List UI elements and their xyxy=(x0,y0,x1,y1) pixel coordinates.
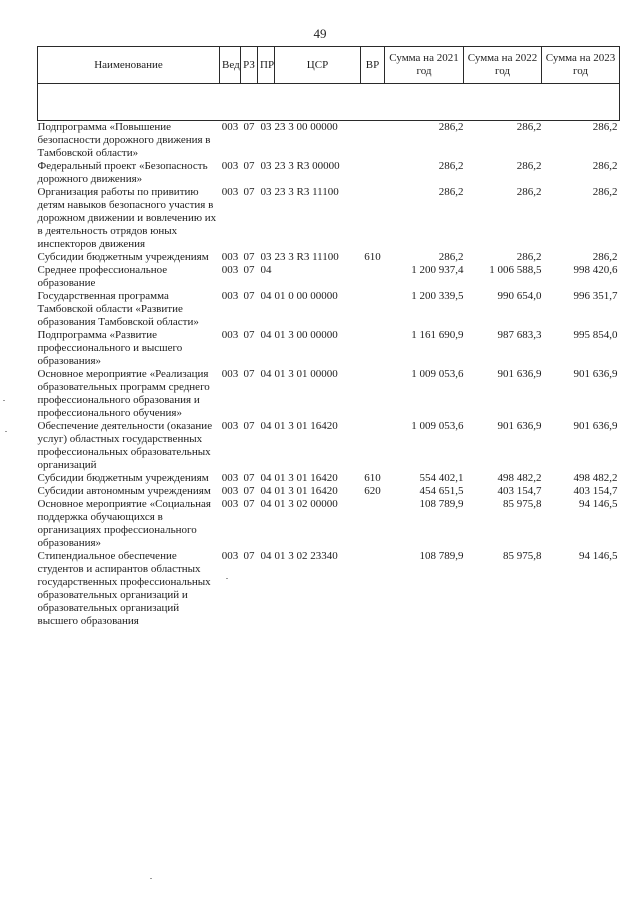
row-pr: 03 xyxy=(260,160,272,172)
row-sum-2021: 286,2 xyxy=(438,160,464,172)
row-csr: 01 0 00 00000 xyxy=(274,290,338,302)
row-sum-2021: 286,2 xyxy=(438,186,464,198)
row-csr: 01 3 00 00000 xyxy=(274,329,338,341)
row-pr: 04 xyxy=(260,329,272,341)
row-sum-2021: 1 009 053,6 xyxy=(411,368,464,380)
row-name: Среднее профессиональное образование xyxy=(37,264,168,289)
row-sum-2022: 403 154,7 xyxy=(497,485,542,497)
row-ved: 003 xyxy=(221,550,239,562)
row-rz: 07 xyxy=(243,368,255,380)
row-ved: 003 xyxy=(221,121,239,133)
col-header-csr: ЦСР xyxy=(275,47,361,84)
row-sum-2022: 286,2 xyxy=(516,186,542,198)
row-rz: 07 xyxy=(243,121,255,133)
row-name: Федеральный проект «Безопасность дорожного движения» xyxy=(37,160,208,185)
row-pr: 03 xyxy=(260,186,272,198)
table-row xyxy=(38,186,620,251)
row-csr: 01 3 01 00000 xyxy=(274,368,338,380)
row-vr: 610 xyxy=(364,251,381,263)
row-ved: 003 xyxy=(221,264,239,276)
col-header-name: Наименование xyxy=(38,47,220,84)
row-name: Организация работы по привитию детям навыков безопасного участия в дорожном движении и вовлечению их в деятельность отрядов юных инспекторов движения xyxy=(37,186,217,250)
row-rz: 07 xyxy=(243,251,255,263)
table-row xyxy=(38,264,620,290)
row-ved: 003 xyxy=(221,368,239,380)
row-pr: 04 xyxy=(260,420,272,432)
col-header-sum-2023: Сумма на 2023 год xyxy=(542,47,620,84)
row-sum-2023: 286,2 xyxy=(592,251,618,263)
row-ved: 003 xyxy=(221,420,239,432)
row-sum-2022: 286,2 xyxy=(516,160,542,172)
row-csr: 23 3 R3 00000 xyxy=(274,160,340,172)
row-vr xyxy=(361,186,385,251)
row-sum-2021: 454 651,5 xyxy=(419,485,464,497)
row-vr xyxy=(361,290,385,329)
row-name: Государственная программа Тамбовской области «Развитие образования Тамбовской области» xyxy=(37,290,199,328)
row-sum-2022: 85 975,8 xyxy=(503,550,542,562)
row-vr xyxy=(361,121,385,161)
table-row xyxy=(38,251,620,264)
row-pr: 04 xyxy=(260,485,272,497)
row-name: Субсидии бюджетным учреждениям xyxy=(37,472,209,484)
row-vr: 620 xyxy=(364,485,381,497)
row-sum-2023: 498 482,2 xyxy=(573,472,618,484)
row-vr xyxy=(361,550,385,628)
row-sum-2023: 901 636,9 xyxy=(573,420,618,432)
table-row xyxy=(38,485,620,498)
table-header-row xyxy=(38,47,620,84)
row-sum-2021: 286,2 xyxy=(438,251,464,263)
row-rz: 07 xyxy=(243,420,255,432)
row-sum-2023: 286,2 xyxy=(592,121,618,133)
table-row xyxy=(38,550,620,628)
col-header-ved: Вед xyxy=(220,47,241,84)
row-ved: 003 xyxy=(221,160,239,172)
row-name: Подпрограмма «Повышение безопасности дорожного движения в Тамбовской области» xyxy=(37,121,211,159)
row-csr: 01 3 01 16420 xyxy=(274,485,338,497)
row-csr: 01 3 02 23340 xyxy=(274,550,338,562)
row-rz: 07 xyxy=(243,550,255,562)
col-header-vr: ВР xyxy=(361,47,385,84)
table-body xyxy=(38,121,620,629)
row-sum-2023: 286,2 xyxy=(592,160,618,172)
row-rz: 07 xyxy=(243,498,255,510)
row-pr: 04 xyxy=(260,368,272,380)
row-sum-2023: 998 420,6 xyxy=(573,264,618,276)
col-header-pr: ПР xyxy=(258,47,275,84)
row-ved: 003 xyxy=(221,290,239,302)
row-name: Субсидии автономным учреждениям xyxy=(37,485,211,497)
row-vr xyxy=(361,420,385,472)
table-row xyxy=(38,472,620,485)
row-pr: 04 xyxy=(260,472,272,484)
row-ved: 003 xyxy=(221,498,239,510)
table-row xyxy=(38,368,620,420)
row-csr: 01 3 01 16420 xyxy=(274,420,338,432)
row-sum-2022: 498 482,2 xyxy=(497,472,542,484)
row-vr xyxy=(361,160,385,186)
table-row xyxy=(38,329,620,368)
row-ved: 003 xyxy=(221,251,239,263)
row-vr xyxy=(361,368,385,420)
row-sum-2023: 901 636,9 xyxy=(573,368,618,380)
row-pr: 03 xyxy=(260,251,272,263)
table-row xyxy=(38,420,620,472)
row-sum-2023: 995 854,0 xyxy=(573,329,618,341)
row-sum-2022: 990 654,0 xyxy=(497,290,542,302)
row-name: Стипендиальное обеспечение студентов и аспирантов областных государственных профессиональных образовательных организаций и образовательных организаций высшего образования xyxy=(37,550,211,627)
row-rz: 07 xyxy=(243,264,255,276)
row-name: Обеспечение деятельности (оказание услуг) областных государственных профессиональных образовательных организаций xyxy=(37,420,213,471)
row-vr xyxy=(361,498,385,550)
row-sum-2023: 403 154,7 xyxy=(573,485,618,497)
row-sum-2021: 108 789,9 xyxy=(419,498,464,510)
row-csr: 01 3 01 16420 xyxy=(274,472,338,484)
row-name: Субсидии бюджетным учреждениям xyxy=(37,251,209,263)
col-header-sum-2021: Сумма на 2021 год xyxy=(385,47,464,84)
row-pr: 04 xyxy=(260,498,272,510)
row-rz: 07 xyxy=(243,485,255,497)
row-sum-2022: 85 975,8 xyxy=(503,498,542,510)
row-sum-2021: 286,2 xyxy=(438,121,464,133)
row-rz: 07 xyxy=(243,329,255,341)
row-sum-2021: 1 200 937,4 xyxy=(411,264,464,276)
page-number: 49 xyxy=(313,26,327,41)
row-ved: 003 xyxy=(221,329,239,341)
row-ved: 003 xyxy=(221,186,239,198)
row-csr: 01 3 02 00000 xyxy=(274,498,338,510)
row-pr: 04 xyxy=(260,550,272,562)
row-sum-2021: 554 402,1 xyxy=(419,472,464,484)
row-rz: 07 xyxy=(243,290,255,302)
row-sum-2022: 286,2 xyxy=(516,251,542,263)
row-name: Подпрограмма «Развитие профессионального и высшего образования» xyxy=(37,329,183,367)
row-name: Основное мероприятие «Реализация образовательных программ среднего профессионального образования и профессионального обучения» xyxy=(37,368,210,419)
row-csr: 23 3 00 00000 xyxy=(274,121,338,133)
row-ved: 003 xyxy=(221,472,239,484)
row-vr: 610 xyxy=(364,472,381,484)
row-sum-2023: 996 351,7 xyxy=(573,290,618,302)
row-sum-2023: 94 146,5 xyxy=(579,498,618,510)
table-row xyxy=(38,160,620,186)
row-vr xyxy=(361,329,385,368)
row-pr: 04 xyxy=(260,290,272,302)
row-sum-2021: 1 200 339,5 xyxy=(411,290,464,302)
row-sum-2021: 108 789,9 xyxy=(419,550,464,562)
row-sum-2021: 1 161 690,9 xyxy=(411,329,464,341)
row-sum-2023: 286,2 xyxy=(592,186,618,198)
row-sum-2021: 1 009 053,6 xyxy=(411,420,464,432)
row-vr xyxy=(361,264,385,290)
row-pr: 03 xyxy=(260,121,272,133)
col-header-rz: РЗ xyxy=(241,47,258,84)
col-header-sum-2022: Сумма на 2022 год xyxy=(464,47,542,84)
row-rz: 07 xyxy=(243,186,255,198)
row-csr: 23 3 R3 11100 xyxy=(274,186,339,198)
row-ved: 003 xyxy=(221,485,239,497)
row-csr: 23 3 R3 11100 xyxy=(274,251,339,263)
row-sum-2022: 901 636,9 xyxy=(497,420,542,432)
row-sum-2022: 901 636,9 xyxy=(497,368,542,380)
row-rz: 07 xyxy=(243,472,255,484)
row-rz: 07 xyxy=(243,160,255,172)
row-pr: 04 xyxy=(260,264,272,276)
table-row xyxy=(38,498,620,550)
table-row xyxy=(38,290,620,329)
row-name: Основное мероприятие «Социальная поддержка обучающихся в организациях профессионального образования» xyxy=(37,498,211,549)
row-csr xyxy=(275,264,361,290)
row-sum-2023: 94 146,5 xyxy=(579,550,618,562)
budget-table xyxy=(37,46,620,628)
row-sum-2022: 286,2 xyxy=(516,121,542,133)
row-sum-2022: 1 006 588,5 xyxy=(489,264,542,276)
table-row xyxy=(38,121,620,161)
row-sum-2022: 987 683,3 xyxy=(497,329,542,341)
